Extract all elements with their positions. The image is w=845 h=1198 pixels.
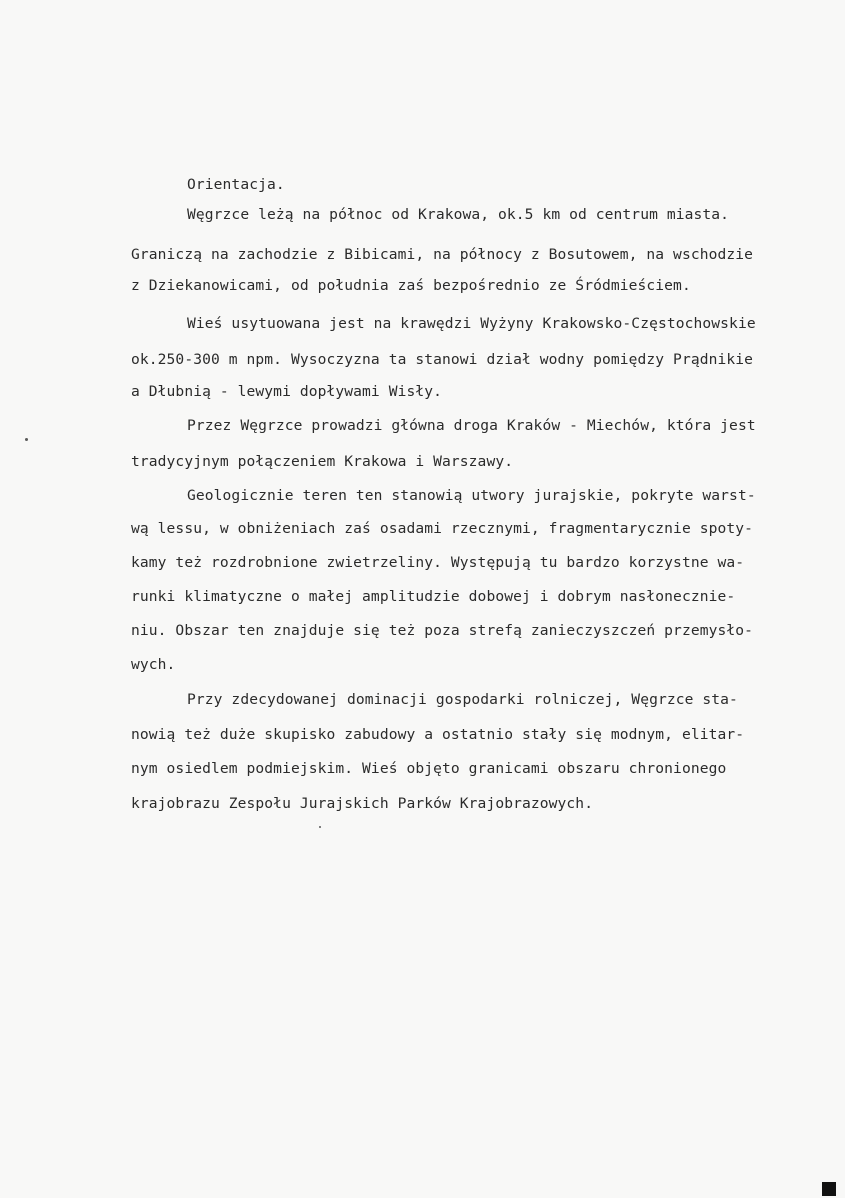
text-line: nym osiedlem podmiejskim. Wieś objęto granicami obszaru chronionego (131, 760, 727, 777)
margin-dot (319, 826, 321, 828)
text-line: ok.250-300 m npm. Wysoczyzna ta stanowi dział wodny pomiędzy Prądnikie (131, 351, 754, 368)
text-line: Przez Węgrzce prowadzi główna droga Kraków - Miechów, która jest (187, 417, 756, 434)
page-corner-mark (822, 1182, 836, 1196)
section-title: Orientacja. (187, 176, 285, 193)
text-line: runki klimatyczne o małej amplitudzie dobowej i dobrym nasłonecznie- (131, 588, 736, 605)
text-line: Przy zdecydowanej dominacji gospodarki rolniczej, Węgrzce sta- (187, 691, 738, 708)
text-line: wą lessu, w obniżeniach zaś osadami rzecznymi, fragmentarycznie spoty- (131, 520, 754, 537)
text-line: a Dłubnią - lewymi dopływami Wisły. (131, 383, 443, 400)
text-line: Wieś usytuowana jest na krawędzi Wyżyny Krakowsko-Częstochowskie (187, 315, 756, 332)
text-line: tradycyjnym połączeniem Krakowa i Warszawy. (131, 453, 514, 470)
text-line: Węgrzce leżą na północ od Krakowa, ok.5 km od centrum miasta. (187, 206, 730, 223)
margin-dot (25, 438, 28, 441)
text-line: niu. Obszar ten znajduje się też poza strefą zanieczyszczeń przemysło- (131, 622, 754, 639)
text-line: Geologicznie teren ten stanowią utwory jurajskie, pokryte warst- (187, 487, 756, 504)
text-line: krajobrazu Zespołu Jurajskich Parków Krajobrazowych. (131, 795, 594, 812)
text-line: nowią też duże skupisko zabudowy a ostatnio stały się modnym, elitar- (131, 726, 745, 743)
text-line: kamy też rozdrobnione zwietrzeliny. Występują tu bardzo korzystne wa- (131, 554, 745, 571)
text-line: z Dziekanowicami, od południa zaś bezpośrednio ze Śródmieściem. (131, 277, 691, 294)
text-line: wych. (131, 656, 176, 673)
text-line: Graniczą na zachodzie z Bibicami, na północy z Bosutowem, na wschodzie (131, 246, 754, 263)
